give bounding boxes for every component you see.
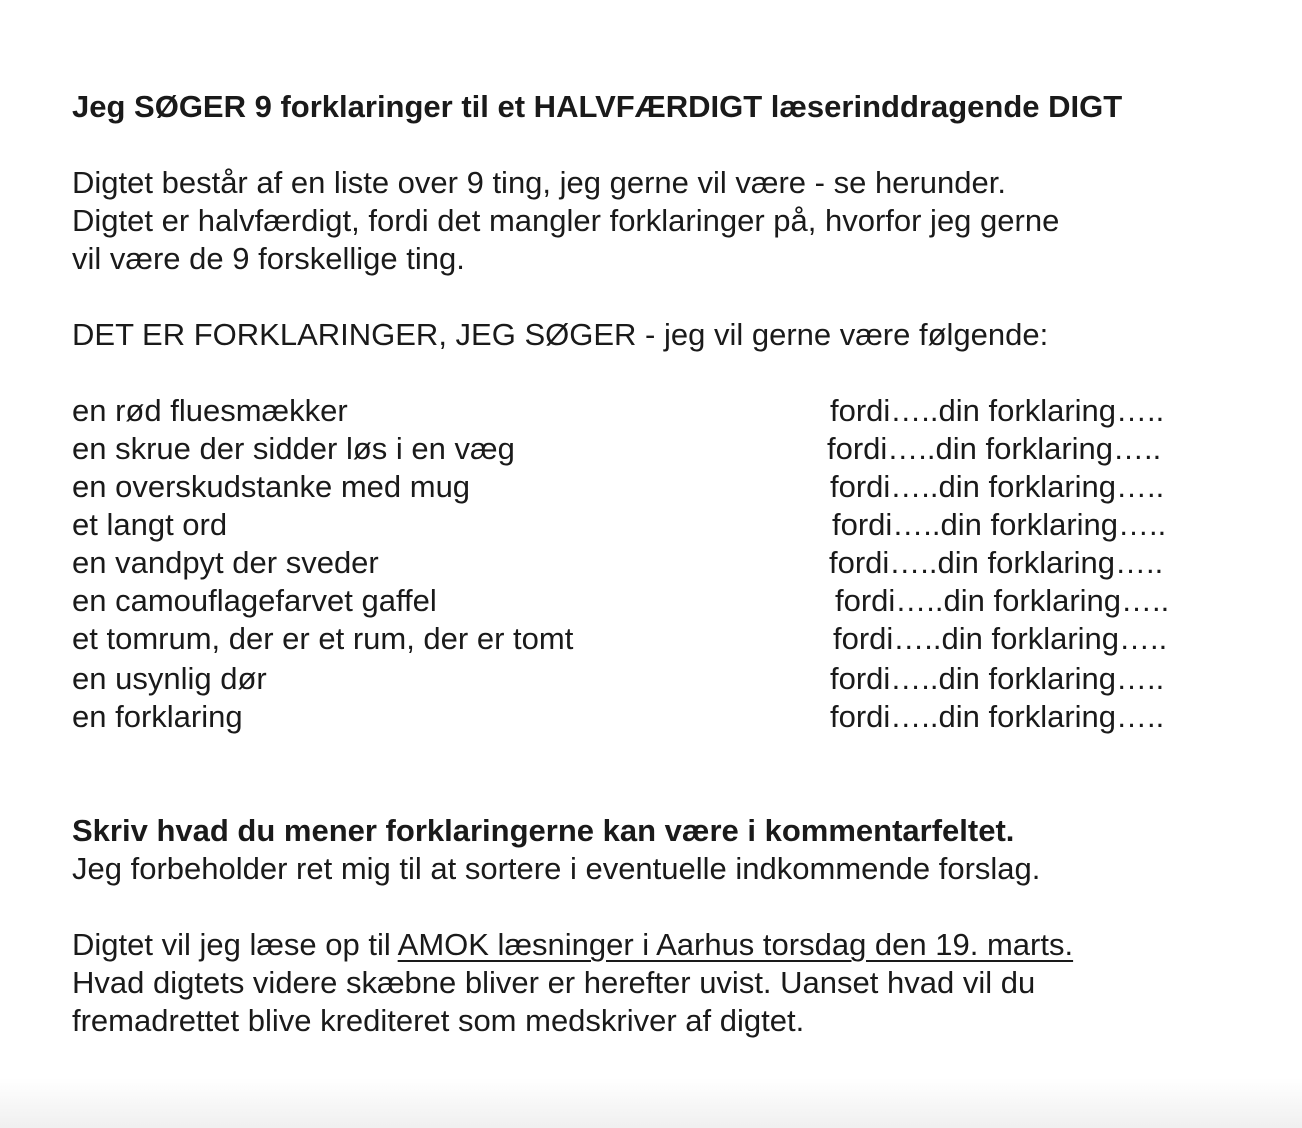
list-item-thing: en usynlig dør [72, 661, 267, 696]
reading-prefix: Digtet vil jeg læse op til [72, 927, 398, 962]
list-item-explanation: fordi…..din forklaring….. [827, 431, 1162, 466]
list-item [72, 506, 1272, 544]
list-item-thing: en rød fluesmækker [72, 393, 348, 428]
list-item [72, 660, 1272, 698]
list-item [72, 582, 1272, 620]
list-item-thing: et tomrum, der er et rum, der er tomt [72, 621, 574, 656]
list-item-explanation: fordi…..din forklaring….. [829, 545, 1164, 580]
list-item [72, 544, 1272, 582]
reading-line-1 [72, 926, 1073, 964]
list-item-thing: en forklaring [72, 699, 243, 734]
intro-line-3: vil være de 9 forskellige ting. [72, 241, 465, 276]
reservation-text: Jeg forbeholder ret mig til at sortere i eventuelle indkommende forslag. [72, 851, 1041, 886]
page-bottom-shadow [0, 1078, 1302, 1128]
intro-line-2: Digtet er halvfærdigt, fordi det mangler forklaringer på, hvorfor jeg gerne [72, 203, 1060, 238]
reading-line-3: fremadrettet blive krediteret som medskriver af digtet. [72, 1003, 805, 1038]
list-item [72, 430, 1272, 468]
list-item-thing: en overskudstanke med mug [72, 469, 471, 504]
list-item [72, 698, 1272, 736]
list-item-thing: en camouflagefarvet gaffel [72, 583, 437, 618]
list-item [72, 620, 1272, 658]
list-item-thing: en vandpyt der sveder [72, 545, 379, 580]
list-item-explanation: fordi…..din forklaring….. [830, 393, 1165, 428]
lead-line: DET ER FORKLARINGER, JEG SØGER - jeg vil gerne være følgende: [72, 317, 1049, 352]
list-item [72, 392, 1272, 430]
list-item-explanation: fordi…..din forklaring….. [835, 583, 1170, 618]
list-item-explanation: fordi…..din forklaring….. [833, 621, 1168, 656]
reading-line-2: Hvad digtets videre skæbne bliver er herefter uvist. Uanset hvad vil du [72, 965, 1036, 1000]
intro-line-1: Digtet består af en liste over 9 ting, jeg gerne vil være - se herunder. [72, 165, 1006, 200]
list-item-explanation: fordi…..din forklaring….. [830, 661, 1165, 696]
list-item-thing: et langt ord [72, 507, 228, 542]
list-item-explanation: fordi…..din forklaring….. [830, 699, 1165, 734]
list-item-explanation: fordi…..din forklaring….. [832, 507, 1167, 542]
list-item [72, 468, 1272, 506]
amok-event-link[interactable]: AMOK læsninger i Aarhus torsdag den 19. marts. [397, 927, 1074, 962]
call-to-action: Skriv hvad du mener forklaringerne kan være i kommentarfeltet. [72, 813, 1015, 848]
list-item-thing: en skrue der sidder løs i en væg [72, 431, 515, 466]
list-item-explanation: fordi…..din forklaring….. [830, 469, 1165, 504]
page-title: Jeg SØGER 9 forklaringer til et HALVFÆRDIGT læserinddragende DIGT [72, 89, 1123, 124]
